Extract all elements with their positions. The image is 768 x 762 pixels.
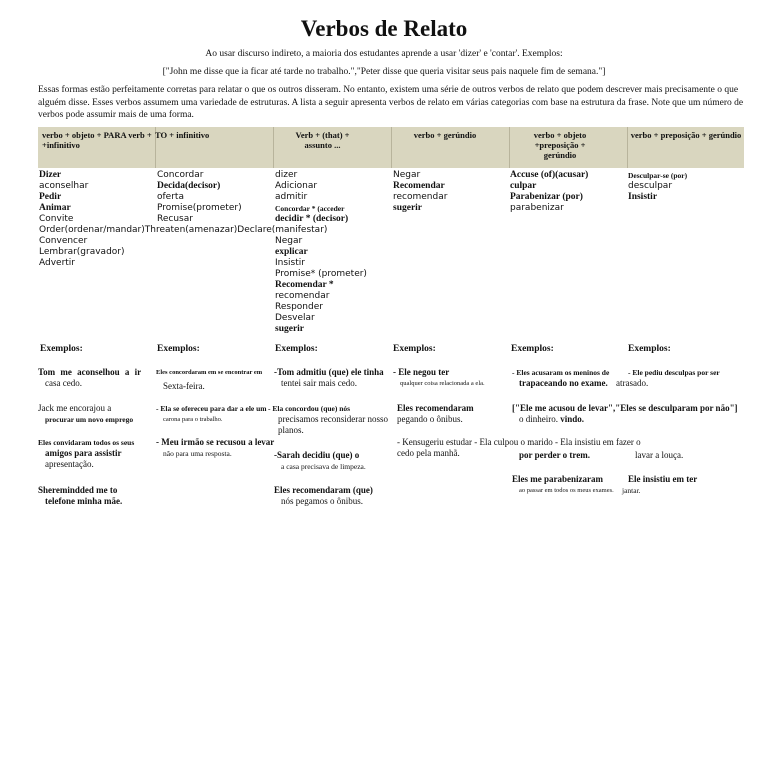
example-sentence: - Kensugeriu estudar - Ela culpou o marido - Ela insistiu em fazer o cedo pela manhã. xyxy=(397,437,641,458)
example-sentence: Ele insistiu em ter jantar. xyxy=(622,474,698,495)
example-sentence: Eles concordaram em se encontrar em Sexta-feira. xyxy=(156,369,263,391)
verb-list-col-3 xyxy=(275,170,367,335)
header-col-5: verbo + objeto +preposição + gerúndio xyxy=(533,130,587,160)
example-sentence: -Sarah decidiu (que) o a casa precisava de limpeza. xyxy=(274,450,366,471)
example-sentence: Eles me parabenizaram ao passar em todos os meus exames. xyxy=(512,474,614,494)
verb-list-col-2 xyxy=(157,170,242,225)
example-sentence: - Eles acusaram os meninos de trapaceando no exame. xyxy=(512,368,610,388)
verb-item: Desvelar xyxy=(275,313,315,323)
header-col-2: TO + infinitivo xyxy=(155,130,210,140)
verb-item: Accuse (of)(acusar) xyxy=(510,170,589,180)
verb-item: sugerir xyxy=(275,324,305,334)
verb-item: Desculpar-se (por) xyxy=(628,171,688,180)
verb-list-col-5 xyxy=(510,170,588,214)
examples-label: Exemplos: xyxy=(40,344,83,354)
verb-item: Dizer xyxy=(39,170,62,180)
verb-item: desculpar xyxy=(628,181,673,191)
header-col-6: verbo + preposição + gerúndio xyxy=(630,130,742,140)
examples-label: Exemplos: xyxy=(157,344,200,354)
example-sentence: lavar a louça. xyxy=(635,450,684,460)
verb-item: Insistir xyxy=(628,192,658,202)
example-sentence: - Ela concordou (que) nós precisamos reconsiderar nosso planos. xyxy=(268,404,388,435)
verb-item: culpar xyxy=(510,181,537,191)
verb-item: sugerir xyxy=(393,203,423,213)
verb-item: Pedir xyxy=(39,192,62,202)
example-sentence: - Meu irmão se recusou a levar não para uma resposta. xyxy=(156,437,275,458)
verb-item: aconselhar xyxy=(39,181,89,191)
verb-item: Advertir xyxy=(39,258,76,268)
verb-item: Concordar * (acceder xyxy=(275,204,345,213)
verb-item: Recomendar xyxy=(393,181,445,191)
examples-label: Exemplos: xyxy=(275,344,318,354)
verb-list-col-4 xyxy=(393,170,447,214)
examples-label: Exemplos: xyxy=(628,344,671,354)
verb-item: admitir xyxy=(275,192,308,202)
verb-item: recomendar xyxy=(393,192,448,202)
verb-item: recomendar xyxy=(275,291,330,301)
intro-text: Ao usar discurso indireto, a maioria dos estudantes aprende a usar 'dizer' e 'contar'. Exemplos: xyxy=(205,49,563,59)
example-sentence: ["Ele me acusou de levar","Eles se desculparam por não"] o dinheiro. vindo. xyxy=(512,403,738,424)
examples-label: Exemplos: xyxy=(511,344,554,354)
example-sentence: - Ele negou ter qualquer coisa relacionada a ela. xyxy=(393,367,485,387)
example-sentence: Eles recomendaram (que) nós pegamos o ônibus. xyxy=(274,485,373,506)
example-sentence: Sheremindded me to telefone minha mãe. xyxy=(38,485,123,506)
verb-item: Negar xyxy=(275,236,303,246)
example-sentence: Jack me encorajou a procurar um novo emprego xyxy=(38,403,134,424)
verb-item: Insistir xyxy=(275,258,305,268)
verb-item: Concordar xyxy=(157,170,204,180)
example-sentence: -Tom admitiu (que) ele tinha tentei sair mais cedo. xyxy=(274,367,384,388)
verb-item: Adicionar xyxy=(275,181,318,191)
column-divider xyxy=(273,127,274,168)
verb-item: Decida(decisor) xyxy=(157,181,221,191)
verb-item: Negar xyxy=(393,170,421,180)
intro-paragraph: Essas formas estão perfeitamente corretas para relatar o que os outros disseram. No entanto, existem uma série de outros verbos de relato que podem descrever mais precisamente o que alguém disse. Esses verbos assumem uma variedade de estruturas. A lista a seguir apresenta verbos de relato em várias categorias com base na estrutura da frase. Note que um número de verbos pode assumir mais de uma forma. xyxy=(38,85,744,120)
verb-item: dizer xyxy=(275,170,298,180)
verb-item: Recomendar * xyxy=(275,280,334,290)
example-sentence: Eles convidaram todos os seus amigos para assistir apresentação. xyxy=(38,438,135,469)
examples-label: Exemplos: xyxy=(393,344,436,354)
verb-item: decidir * (decisor) xyxy=(275,214,349,224)
verb-item: Convite xyxy=(39,214,74,224)
verb-item: Lembrar(gravador) xyxy=(39,247,125,257)
verb-list-col-6 xyxy=(628,170,687,203)
header-col-1: verbo + objeto + PARA verb + +infinitivo xyxy=(42,130,152,150)
verb-item: oferta xyxy=(157,192,184,202)
header-col-3: Verb + (that) + assunto ... xyxy=(295,130,350,150)
example-sentence: Tom me aconselhou a ir casa cedo. xyxy=(38,367,142,388)
example-sentence: - Ele pediu desculpas por ser atrasado. xyxy=(616,368,720,388)
verb-item: Order(ordenar/mandar)Threaten(amenazar)Declare(manifestar) xyxy=(39,225,328,235)
verb-item: Parabenizar (por) xyxy=(510,192,583,202)
verb-item: explicar xyxy=(275,247,308,257)
verb-item: Recusar xyxy=(157,214,193,224)
verb-item: Promise(prometer) xyxy=(157,203,242,213)
column-divider xyxy=(391,127,392,168)
header-col-4: verbo + gerúndio xyxy=(413,130,477,140)
verb-item: parabenizar xyxy=(510,203,564,213)
verb-item: Responder xyxy=(275,302,323,312)
verb-item: Animar xyxy=(39,203,71,213)
example-sentence: por perder o trem. xyxy=(519,450,590,460)
example-sentence: Eles recomendaram pegando o ônibus. xyxy=(397,403,474,424)
column-divider xyxy=(509,127,510,168)
quote-examples: ["John me disse que ia ficar até tarde no trabalho.","Peter disse que queria visitar seus pais naquele fim de semana."] xyxy=(162,67,606,77)
verb-item xyxy=(275,225,367,236)
example-sentence: - Ela se ofereceu para dar a ele um carona para o trabalho. xyxy=(156,404,267,423)
verb-item: Convencer xyxy=(39,236,88,246)
verb-item: Promise* (prometer) xyxy=(275,269,367,279)
page-title: Verbos de Relato xyxy=(300,16,468,41)
